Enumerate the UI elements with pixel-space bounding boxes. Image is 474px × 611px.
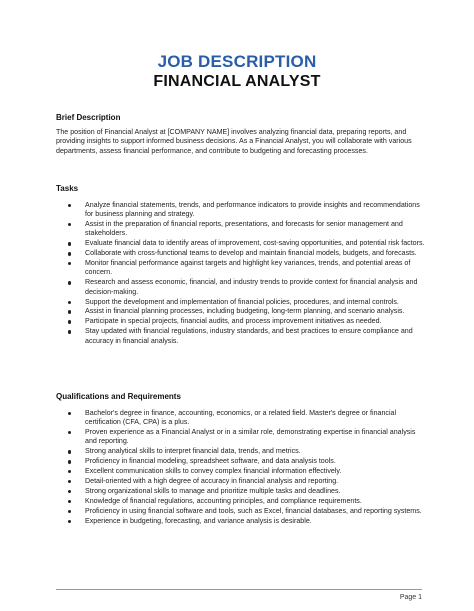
qualification-item: Bachelor's degree in finance, accounting, economics, or a related field. Master's degree or financial certification (CFA, CPA) is a plus. bbox=[56, 409, 426, 428]
bullet-icon bbox=[68, 460, 71, 463]
qualification-item: Proficiency in using financial software and tools, such as Excel, financial databases, and reporting systems. bbox=[56, 507, 426, 516]
bullet-icon bbox=[68, 412, 71, 415]
bullet-icon bbox=[68, 470, 71, 473]
bullet-icon bbox=[68, 252, 71, 255]
qualification-item: Strong analytical skills to interpret financial data, trends, and metrics. bbox=[56, 447, 426, 456]
task-item: Analyze financial statements, trends, and performance indicators to provide insights and recommendations for business planning and strategy. bbox=[56, 201, 426, 220]
task-item: Support the development and implementation of financial policies, procedures, and internal controls. bbox=[56, 298, 426, 307]
task-item: Assist in the preparation of financial reports, presentations, and forecasts for senior management and stakeholders. bbox=[56, 220, 426, 239]
bullet-icon bbox=[68, 310, 71, 313]
bullet-icon bbox=[68, 450, 71, 453]
bullet-icon bbox=[68, 320, 71, 323]
task-item: Research and assess economic, financial, and industry trends to provide context for financial analysis and decision-making. bbox=[56, 278, 426, 297]
task-item: Collaborate with cross-functional teams to develop and maintain financial models, budgets, and forecasts. bbox=[56, 249, 426, 258]
tasks-list bbox=[56, 201, 426, 346]
bullet-icon bbox=[68, 262, 71, 265]
qualification-item: Excellent communication skills to convey complex financial information effectively. bbox=[56, 467, 426, 476]
job-title-heading: FINANCIAL ANALYST bbox=[153, 73, 321, 90]
qualification-item: Strong organizational skills to manage and prioritize multiple tasks and deadlines. bbox=[56, 487, 426, 496]
qualification-item: Detail-oriented with a high degree of accuracy in financial analysis and reporting. bbox=[56, 477, 426, 486]
page-number: Page 1 bbox=[399, 594, 422, 601]
task-item: Assist in financial planning processes, including budgeting, long-term planning, and scenario analysis. bbox=[56, 307, 426, 316]
qualifications-list bbox=[56, 409, 426, 527]
bullet-icon bbox=[68, 520, 71, 523]
qualification-item: Knowledge of financial regulations, accounting principles, and compliance requirements. bbox=[56, 497, 426, 506]
bullet-icon bbox=[68, 301, 71, 304]
document-type-heading: JOB DESCRIPTION bbox=[157, 52, 317, 71]
task-item: Monitor financial performance against targets and highlight key variances, trends, and potential areas of concern. bbox=[56, 259, 426, 278]
qualification-item: Experience in budgeting, forecasting, and variance analysis is desirable. bbox=[56, 517, 426, 526]
task-item: Participate in special projects, financial audits, and process improvement initiatives as needed. bbox=[56, 317, 426, 326]
brief-description-text: The position of Financial Analyst at [COMPANY NAME] involves analyzing financial data, preparing reports, and providing insights to support informed business decisions. As a Financial Analyst, you will collaborate with various departments, assess financial performance, and contribute to budgeting and forecasting processes. bbox=[56, 128, 412, 155]
document-header bbox=[0, 52, 474, 92]
bullet-icon bbox=[68, 510, 71, 513]
bullet-icon bbox=[68, 281, 71, 284]
bullet-icon bbox=[68, 490, 71, 493]
footer-divider bbox=[56, 589, 422, 590]
bullet-icon bbox=[68, 480, 71, 483]
qualification-item: Proven experience as a Financial Analyst or in a similar role, demonstrating expertise in financial analysis and reporting. bbox=[56, 428, 426, 447]
bullet-icon bbox=[68, 242, 71, 245]
task-item: Stay updated with financial regulations, industry standards, and best practices to ensure compliance and accuracy in financial analysis. bbox=[56, 327, 426, 346]
task-item: Evaluate financial data to identify areas of improvement, cost-saving opportunities, and potential risk factors. bbox=[56, 239, 426, 248]
qualification-item: Proficiency in financial modeling, spreadsheet software, and data analysis tools. bbox=[56, 457, 426, 466]
bullet-icon bbox=[68, 431, 71, 434]
bullet-icon bbox=[68, 500, 71, 503]
bullet-icon bbox=[68, 330, 71, 333]
tasks-heading: Tasks bbox=[56, 184, 79, 193]
brief-description-heading: Brief Description bbox=[56, 113, 121, 122]
bullet-icon bbox=[68, 204, 71, 207]
qualifications-heading: Qualifications and Requirements bbox=[56, 392, 181, 401]
bullet-icon bbox=[68, 223, 71, 226]
